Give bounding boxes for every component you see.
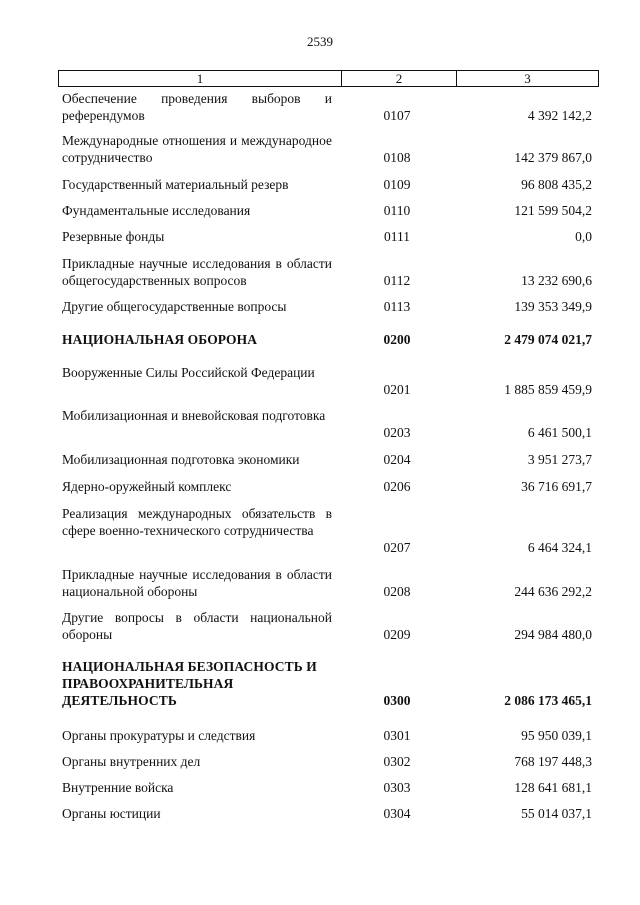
row-code: 0301 <box>383 728 411 743</box>
row-code: 0109 <box>383 177 411 192</box>
table-row <box>62 727 592 744</box>
row-name: Органы прокуратуры и следствия <box>62 728 256 743</box>
row-name: Другие вопросы в области национальной обороны <box>62 610 332 642</box>
row-name: Органы юстиции <box>62 806 161 821</box>
row-name: Реализация международных обязательств в сфере военно-технического сотрудничества <box>62 506 332 538</box>
table-row <box>62 658 592 709</box>
row-name: НАЦИОНАЛЬНАЯ БЕЗОПАСНОСТЬ И ПРАВООХРАНИТЕЛЬНАЯ ДЕЯТЕЛЬНОСТЬ <box>62 659 317 708</box>
row-name: Мобилизационная подготовка экономики <box>62 452 300 467</box>
table-row <box>62 364 592 398</box>
row-amount: 4 392 142,2 <box>527 108 592 123</box>
row-amount: 6 464 324,1 <box>527 540 592 555</box>
row-code: 0208 <box>383 584 411 599</box>
header-col-2: 2 <box>342 71 457 86</box>
row-amount: 1 885 859 459,9 <box>504 382 592 397</box>
table-header <box>58 70 599 87</box>
table-row <box>62 478 592 495</box>
row-amount: 121 599 504,2 <box>514 203 592 218</box>
row-code: 0304 <box>383 806 411 821</box>
table-row <box>62 90 592 124</box>
table-row <box>62 753 592 770</box>
row-amount: 95 950 039,1 <box>521 728 592 743</box>
row-name: Органы внутренних дел <box>62 754 201 769</box>
row-amount: 2 479 074 021,7 <box>504 332 592 347</box>
row-name: Внутренние войска <box>62 780 174 795</box>
table-row <box>62 805 592 822</box>
row-amount: 36 716 691,7 <box>521 479 592 494</box>
row-code: 0113 <box>383 299 411 314</box>
row-amount: 294 984 480,0 <box>514 627 592 642</box>
row-name: Прикладные научные исследования в области общегосударственных вопросов <box>62 256 332 288</box>
table-row <box>62 228 592 245</box>
row-amount: 55 014 037,1 <box>521 806 592 821</box>
row-amount: 6 461 500,1 <box>527 425 592 440</box>
page-number: 2539 <box>307 34 333 49</box>
row-name: Международные отношения и международное сотрудничество <box>62 133 332 165</box>
table-row <box>62 609 592 643</box>
row-name: Прикладные научные исследования в области национальной обороны <box>62 567 332 599</box>
row-code: 0110 <box>383 203 411 218</box>
table-row <box>62 407 592 441</box>
row-code: 0200 <box>383 332 411 347</box>
row-name: Резервные фонды <box>62 229 165 244</box>
table-row <box>62 298 592 315</box>
row-amount: 128 641 681,1 <box>514 780 592 795</box>
row-name: НАЦИОНАЛЬНАЯ ОБОРОНА <box>62 332 258 347</box>
row-amount: 768 197 448,3 <box>514 754 592 769</box>
row-amount: 0,0 <box>575 229 592 244</box>
row-amount: 139 353 349,9 <box>514 299 592 314</box>
row-name: Государственный материальный резерв <box>62 177 289 192</box>
row-code: 0302 <box>383 754 411 769</box>
row-amount: 244 636 292,2 <box>514 584 592 599</box>
row-code: 0303 <box>383 780 411 795</box>
table-row <box>62 505 592 556</box>
row-name: Обеспечение проведения выборов и референдумов <box>62 91 332 123</box>
row-code: 0209 <box>383 627 411 642</box>
table-row <box>62 255 592 289</box>
row-code: 0107 <box>383 108 411 123</box>
table-row <box>62 176 592 193</box>
row-amount: 3 951 273,7 <box>527 452 592 467</box>
row-name: Вооруженные Силы Российской Федерации <box>62 365 315 380</box>
row-name: Другие общегосударственные вопросы <box>62 299 287 314</box>
row-name: Мобилизационная и вневойсковая подготовка <box>62 408 326 423</box>
header-col-3: 3 <box>524 71 531 86</box>
row-amount: 96 808 435,2 <box>521 177 592 192</box>
row-amount: 2 086 173 465,1 <box>504 693 592 708</box>
table-row <box>62 132 592 166</box>
table-row <box>62 779 592 796</box>
row-code: 0300 <box>383 693 411 708</box>
row-code: 0203 <box>383 425 411 440</box>
row-name: Ядерно-оружейный комплекс <box>62 479 232 494</box>
row-code: 0201 <box>383 382 411 397</box>
table-row <box>62 451 592 468</box>
row-name: Фундаментальные исследования <box>62 203 251 218</box>
row-code: 0207 <box>383 540 411 555</box>
row-amount: 142 379 867,0 <box>514 150 592 165</box>
row-code: 0108 <box>383 150 411 165</box>
row-code: 0204 <box>383 452 411 467</box>
table-row <box>62 566 592 600</box>
row-amount: 13 232 690,6 <box>521 273 592 288</box>
row-code: 0206 <box>383 479 411 494</box>
table-row <box>62 202 592 219</box>
row-code: 0112 <box>383 273 411 288</box>
table-row <box>62 331 592 348</box>
header-col-1: 1 <box>59 71 342 86</box>
row-code: 0111 <box>384 229 410 244</box>
